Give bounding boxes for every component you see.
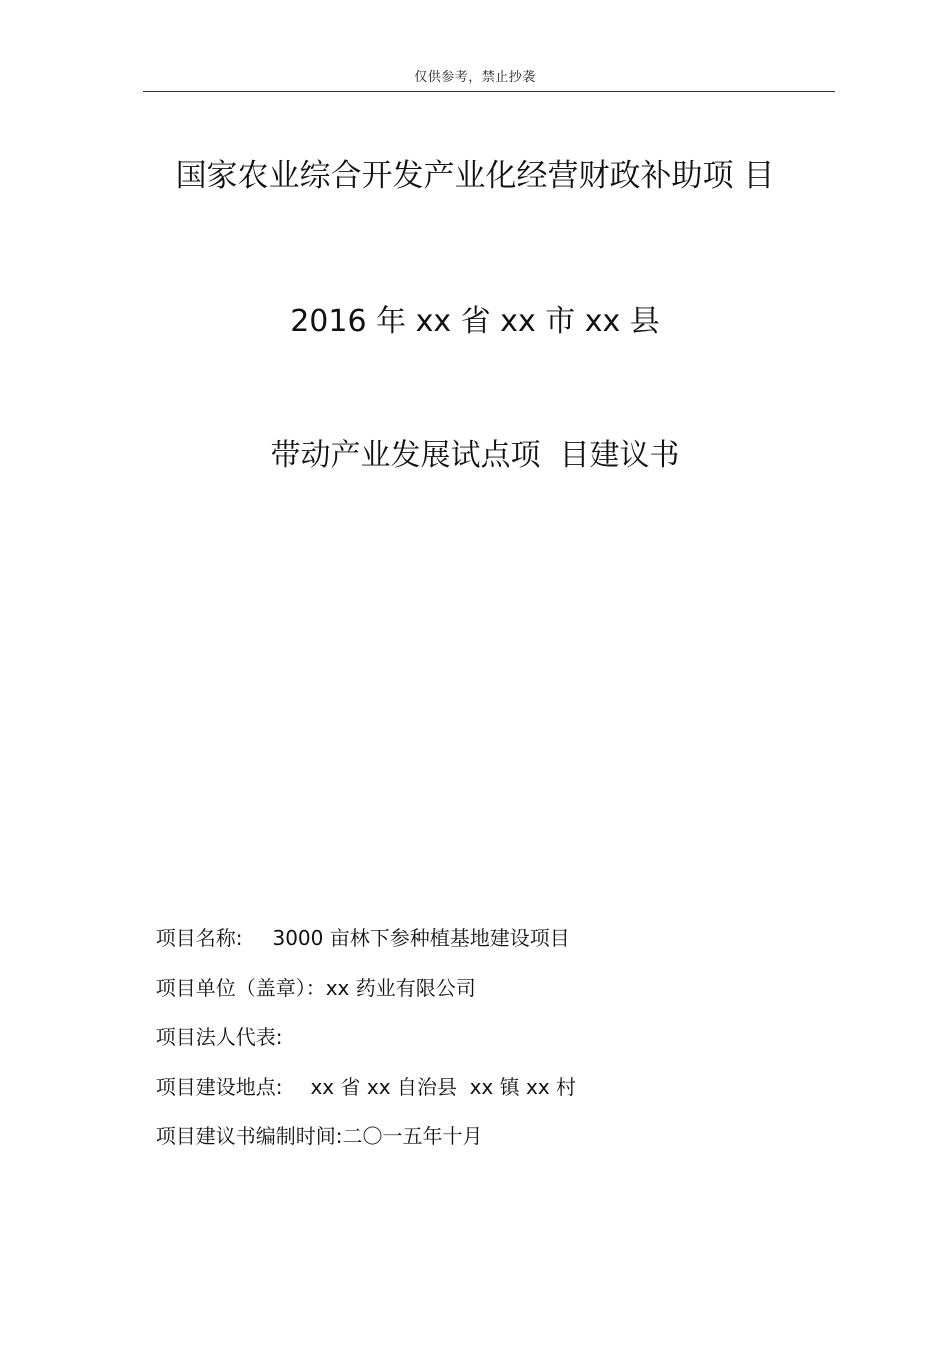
legal-representative-row (143, 997, 282, 1050)
construction-site-label: 项目建设地点: (155, 1075, 283, 1099)
project-unit-value: xx 药业有限公司 (325, 976, 476, 1000)
construction-site-value: xx 省 xx 自治县 xx 镇 xx 村 (310, 1075, 577, 1099)
compilation-date-row (143, 1096, 482, 1149)
document-title-line-3: 带动产业发展试点项 目建议书 (270, 438, 680, 473)
project-name-label: 项目名称: (155, 926, 243, 950)
project-unit-row (143, 948, 476, 1001)
compilation-date-label: 项目建议书编制时间: (155, 1124, 343, 1148)
project-name-value: 3000 亩林下参种植基地建设项目 (272, 926, 570, 950)
project-name-row (143, 898, 570, 951)
project-unit-label: 项目单位（盖章）： (155, 976, 326, 1000)
page-header-note: 仅供参考，禁止抄袭 (414, 70, 536, 85)
legal-representative-label: 项目法人代表: (155, 1025, 283, 1049)
construction-site-row (143, 1047, 576, 1100)
compilation-date-value: 二〇一五年十月 (342, 1124, 483, 1148)
header-divider (143, 91, 835, 92)
document-title-line-1: 国家农业综合开发产业化经营财政补助项 目 (175, 158, 775, 194)
document-title-line-2: 2016 年 xx 省 xx 市 xx 县 (290, 304, 660, 339)
